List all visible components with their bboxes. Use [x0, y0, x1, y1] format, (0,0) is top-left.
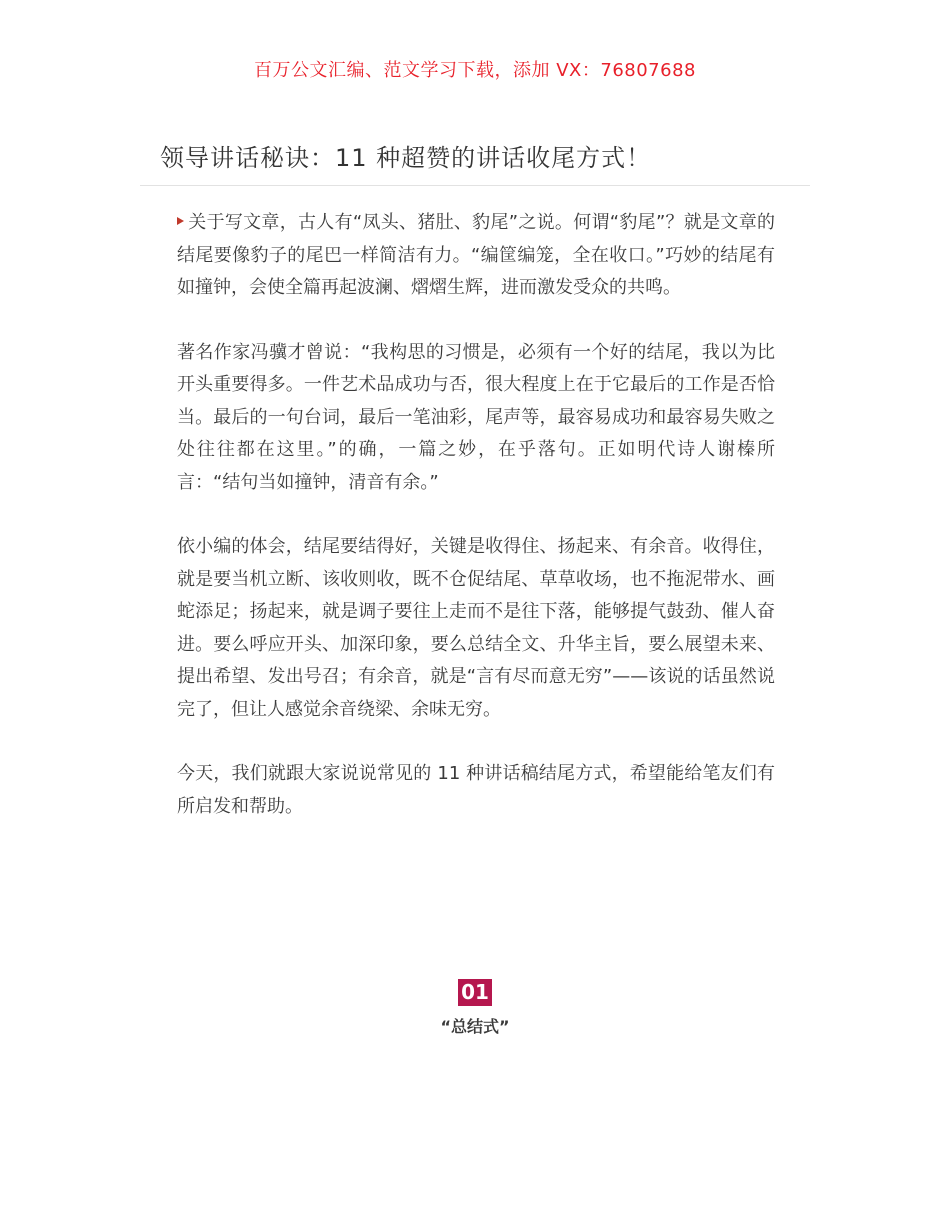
paragraph-intro: [177, 207, 775, 305]
paragraph-experience: 依小编的体会，结尾要结得好，关键是收得住、扬起来、有余音。收得住，就是要当机立断、该收则收，既不仓促结尾、草草收场，也不拖泥带水、画蛇添足；扬起来，就是调子要往上走而不是往下落，能够提气鼓劲、催人奋进。要么呼应开头、加深印象，要么总结全文、升华主旨，要么展望未来、提出希望、发出号召；有余音，就是“言有尽而意无穷”——该说的话虽然说完了，但让人感觉余音绕梁、余味无穷。: [177, 536, 775, 720]
article-body: [177, 207, 775, 855]
section-title: “总结式”: [440, 1017, 510, 1036]
section-number-badge: 01: [458, 979, 492, 1006]
paragraph-quote: 著名作家冯骥才曾说：“我构思的习惯是，必须有一个好的结尾，我以为比开头重要得多。一件艺术品成功与否，很大程度上在于它最后的工作是否恰当。最后的一句台词，最后一笔油彩，尾声等，最容易成功和最容易失败之处往往都在这里。”的确，一篇之妙，在乎落句。正如明代诗人谢榛所言：“结句当如撞钟，清音有余。”: [177, 341, 775, 493]
promo-banner: 百万公文汇编、范文学习下载，添加 VX：76807688: [254, 60, 696, 81]
triangle-bullet-icon: [177, 217, 184, 225]
paragraph-today: 今天，我们就跟大家说说常见的 11 种讲话稿结尾方式，希望能给笔友们有所启发和帮助。: [177, 763, 775, 817]
paragraph-intro-text: 关于写文章，古人有“凤头、猪肚、豹尾”之说。何谓“豹尾”？就是文章的结尾要像豹子的尾巴一样简洁有力。“编筐编笼，全在收口。”巧妙的结尾有如撞钟，会使全篇再起波澜、熠熠生辉，进而激发受众的共鸣。: [177, 212, 775, 298]
article-title: 领导讲话秘诀：11 种超赞的讲话收尾方式！: [160, 144, 652, 172]
section-heading: [0, 979, 950, 1037]
title-divider: [140, 185, 810, 186]
